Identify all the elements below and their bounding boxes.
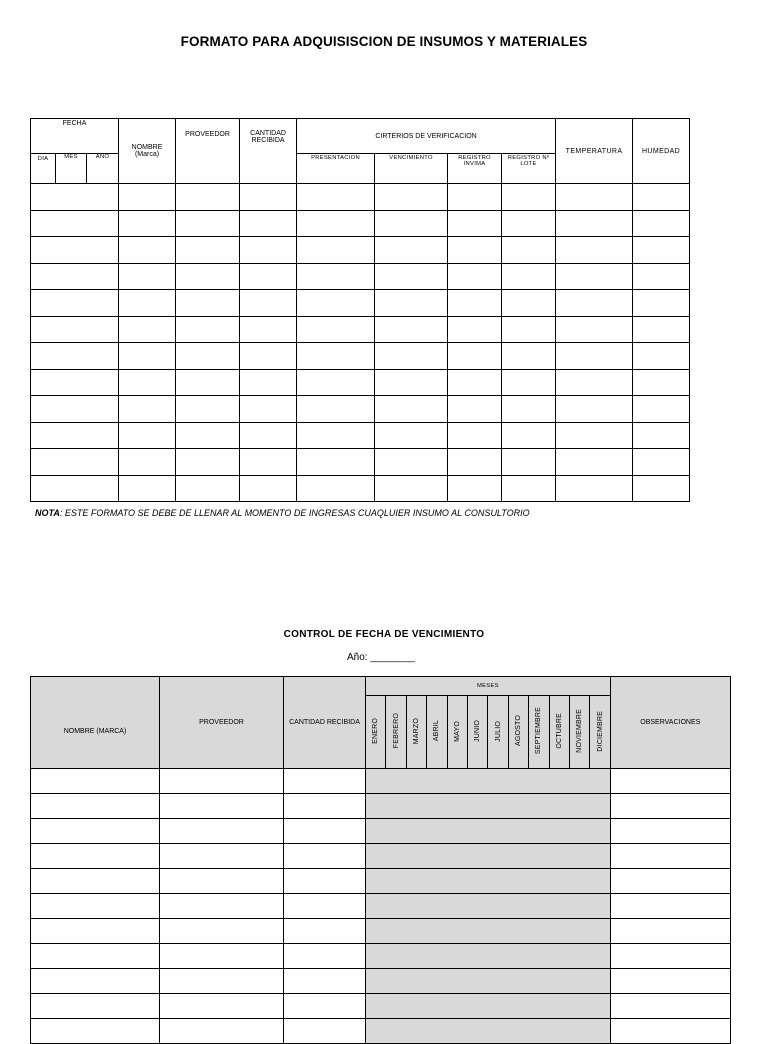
nota-text: : ESTE FORMATO SE DEBE DE LLENAR AL MOMENTO DE INGRESAS CUAQLUIER INSUMO AL CONSULTORIO	[59, 508, 530, 518]
table-row	[31, 969, 731, 994]
table-cell[interactable]	[176, 263, 240, 290]
table-cell[interactable]	[633, 184, 690, 211]
table-cell[interactable]	[297, 237, 375, 264]
table-cell[interactable]	[375, 396, 448, 423]
col-cantidad: CANTIDAD RECIBIDA	[240, 119, 297, 184]
table-cell[interactable]	[160, 844, 284, 869]
table-cell[interactable]	[31, 263, 119, 290]
col-nombre-marca: NOMBRE (MARCA)	[31, 677, 160, 769]
col-registro-invima: REGISTRO INVIMA	[448, 154, 502, 184]
table-cell[interactable]	[240, 263, 297, 290]
table-cell[interactable]	[556, 396, 633, 423]
table-row	[31, 819, 731, 844]
table-cell[interactable]	[610, 819, 730, 844]
table-row	[31, 316, 690, 343]
table-cell[interactable]	[31, 769, 160, 794]
table-cell[interactable]	[31, 944, 160, 969]
table-cell[interactable]	[502, 237, 556, 264]
table-cell[interactable]	[176, 237, 240, 264]
table-cell[interactable]	[119, 237, 176, 264]
table-cell[interactable]	[448, 475, 502, 502]
table-cell[interactable]	[31, 290, 119, 317]
month-label: JUNIO	[474, 720, 482, 742]
month-label: MAYO	[453, 720, 461, 742]
table-cell[interactable]	[31, 969, 160, 994]
table-cell[interactable]	[556, 316, 633, 343]
table-row	[31, 369, 690, 396]
col-humedad: HUMEDAD	[633, 119, 690, 184]
table-cell[interactable]	[240, 369, 297, 396]
table-cell[interactable]	[284, 769, 366, 794]
table-cell[interactable]	[633, 343, 690, 370]
table-cell[interactable]	[366, 944, 611, 969]
table-row	[31, 210, 690, 237]
table-cell[interactable]	[375, 237, 448, 264]
table-cell[interactable]	[31, 1019, 160, 1044]
table-cell[interactable]	[610, 894, 730, 919]
table-cell[interactable]	[366, 969, 611, 994]
table-cell[interactable]	[366, 1019, 611, 1044]
table-cell[interactable]	[240, 316, 297, 343]
table-cell[interactable]	[610, 869, 730, 894]
table-row	[31, 869, 731, 894]
table-cell[interactable]	[119, 396, 176, 423]
table-cell[interactable]	[160, 919, 284, 944]
table-cell[interactable]	[297, 210, 375, 237]
table-cell[interactable]	[284, 869, 366, 894]
table-cell[interactable]	[297, 422, 375, 449]
table-row	[31, 396, 690, 423]
table-cell[interactable]	[297, 343, 375, 370]
acquisition-table	[30, 118, 690, 502]
col-presentacion: PRESENTACION	[297, 154, 375, 184]
table-cell[interactable]	[176, 449, 240, 476]
table-cell[interactable]	[176, 369, 240, 396]
table-cell[interactable]	[610, 944, 730, 969]
table-cell[interactable]	[119, 210, 176, 237]
table-row	[31, 422, 690, 449]
table-cell[interactable]	[284, 969, 366, 994]
table-row	[31, 184, 690, 211]
table-cell[interactable]	[119, 316, 176, 343]
table-cell[interactable]	[31, 237, 119, 264]
table-cell[interactable]	[31, 819, 160, 844]
table-cell[interactable]	[633, 290, 690, 317]
month-header	[529, 696, 549, 769]
table-cell[interactable]	[448, 369, 502, 396]
table-cell[interactable]	[502, 210, 556, 237]
table-cell[interactable]	[176, 184, 240, 211]
expiry-control-table	[30, 676, 731, 1044]
table-cell[interactable]	[610, 844, 730, 869]
table-cell[interactable]	[556, 210, 633, 237]
table-cell[interactable]	[448, 184, 502, 211]
table-cell[interactable]	[31, 475, 119, 502]
table-cell[interactable]	[284, 894, 366, 919]
table-cell[interactable]	[556, 449, 633, 476]
table-cell[interactable]	[176, 396, 240, 423]
table-cell[interactable]	[240, 184, 297, 211]
nota-label: NOTA	[35, 508, 60, 518]
table-cell[interactable]	[448, 237, 502, 264]
table-cell[interactable]	[633, 263, 690, 290]
table-cell[interactable]	[366, 894, 611, 919]
table-row	[31, 290, 690, 317]
table-cell[interactable]	[502, 396, 556, 423]
table-cell[interactable]	[160, 819, 284, 844]
table-cell[interactable]	[502, 475, 556, 502]
table-cell[interactable]	[375, 290, 448, 317]
table-cell[interactable]	[502, 316, 556, 343]
table-cell[interactable]	[284, 794, 366, 819]
table-row	[31, 475, 690, 502]
table-cell[interactable]	[556, 343, 633, 370]
table-cell[interactable]	[502, 449, 556, 476]
table-cell[interactable]	[502, 369, 556, 396]
table-cell[interactable]	[375, 184, 448, 211]
table-cell[interactable]	[502, 343, 556, 370]
col-registro-lote: REGISTRO Nº LOTE	[502, 154, 556, 184]
table-cell[interactable]	[31, 919, 160, 944]
table-cell[interactable]	[31, 844, 160, 869]
table-row	[31, 769, 731, 794]
table-cell[interactable]	[448, 210, 502, 237]
table-cell[interactable]	[284, 919, 366, 944]
month-header	[569, 696, 589, 769]
table-cell[interactable]	[610, 919, 730, 944]
table-cell[interactable]	[448, 449, 502, 476]
table-cell[interactable]	[448, 343, 502, 370]
table-cell[interactable]	[633, 475, 690, 502]
table-cell[interactable]	[502, 290, 556, 317]
month-header	[508, 696, 528, 769]
table-cell[interactable]	[176, 316, 240, 343]
table-cell[interactable]	[448, 422, 502, 449]
table-cell[interactable]	[284, 819, 366, 844]
table-cell[interactable]	[284, 844, 366, 869]
table-cell[interactable]	[297, 475, 375, 502]
table-cell[interactable]	[297, 369, 375, 396]
month-label: DICIEMBRE	[596, 710, 604, 752]
col-anio: AÑO	[87, 154, 119, 184]
col-nombre: NOMBRE (Marca)	[119, 119, 176, 184]
table-cell[interactable]	[375, 449, 448, 476]
table-cell[interactable]	[633, 237, 690, 264]
table-cell[interactable]	[375, 316, 448, 343]
table-cell[interactable]	[297, 316, 375, 343]
table-cell[interactable]	[366, 869, 611, 894]
month-header	[406, 696, 426, 769]
table-row	[31, 449, 690, 476]
table-cell[interactable]	[366, 819, 611, 844]
page-title: FORMATO PARA ADQUISISCION DE INSUMOS Y MATERIALES	[180, 34, 588, 49]
table-cell[interactable]	[297, 396, 375, 423]
table-cell[interactable]	[448, 316, 502, 343]
table-cell[interactable]	[240, 290, 297, 317]
table-cell[interactable]	[633, 369, 690, 396]
table-cell[interactable]	[297, 184, 375, 211]
table-cell[interactable]	[633, 396, 690, 423]
table-cell[interactable]	[610, 969, 730, 994]
table-cell[interactable]	[160, 944, 284, 969]
col-proveedor: PROVEEDOR	[176, 119, 240, 184]
table-cell[interactable]	[448, 290, 502, 317]
table-cell[interactable]	[240, 210, 297, 237]
table-cell[interactable]	[119, 475, 176, 502]
table-cell[interactable]	[160, 794, 284, 819]
table-cell[interactable]	[375, 369, 448, 396]
table-cell[interactable]	[119, 290, 176, 317]
table-cell[interactable]	[160, 1019, 284, 1044]
table-cell[interactable]	[160, 769, 284, 794]
table-cell[interactable]	[31, 343, 119, 370]
table-cell[interactable]	[633, 449, 690, 476]
table-row	[31, 794, 731, 819]
month-header	[488, 696, 508, 769]
table-cell[interactable]	[31, 369, 119, 396]
table-cell[interactable]	[448, 263, 502, 290]
month-label: AGOSTO	[514, 715, 522, 747]
table-cell[interactable]	[31, 396, 119, 423]
year-field: Año: ________	[347, 652, 415, 663]
table-cell[interactable]	[31, 994, 160, 1019]
table-cell[interactable]	[366, 919, 611, 944]
col-temperatura: TEMPERATURA	[556, 119, 633, 184]
table-cell[interactable]	[610, 1019, 730, 1044]
col-proveedor2: PROVEEDOR	[160, 677, 284, 769]
table-cell[interactable]	[31, 316, 119, 343]
table-cell[interactable]	[375, 210, 448, 237]
table-cell[interactable]	[240, 422, 297, 449]
table-cell[interactable]	[31, 210, 119, 237]
table-cell[interactable]	[556, 475, 633, 502]
table-cell[interactable]	[176, 422, 240, 449]
month-label: NOVIEMBRE	[576, 709, 584, 753]
month-label: OCTUBRE	[555, 713, 563, 749]
table-cell[interactable]	[119, 184, 176, 211]
table-cell[interactable]	[297, 449, 375, 476]
table-cell[interactable]	[240, 396, 297, 423]
table-cell[interactable]	[284, 944, 366, 969]
col-criterios: CIRTERIOS DE VERIFICACION	[297, 119, 556, 154]
table-cell[interactable]	[160, 894, 284, 919]
table-cell[interactable]	[502, 184, 556, 211]
table-cell[interactable]	[176, 210, 240, 237]
table-row	[31, 263, 690, 290]
month-header	[427, 696, 447, 769]
table-cell[interactable]	[502, 422, 556, 449]
table-cell[interactable]	[284, 1019, 366, 1044]
table-cell[interactable]	[610, 994, 730, 1019]
table-row	[31, 994, 731, 1019]
col-meses: MESES	[366, 677, 611, 696]
table-cell[interactable]	[556, 263, 633, 290]
table-cell[interactable]	[160, 969, 284, 994]
table-cell[interactable]	[31, 422, 119, 449]
month-header	[447, 696, 467, 769]
table-cell[interactable]	[556, 237, 633, 264]
table-cell[interactable]	[633, 316, 690, 343]
table-cell[interactable]	[297, 290, 375, 317]
month-label: JULIO	[494, 720, 502, 742]
table-row	[31, 844, 731, 869]
table-cell[interactable]	[119, 449, 176, 476]
table-cell[interactable]	[119, 263, 176, 290]
table-cell[interactable]	[366, 794, 611, 819]
col-mes: MES	[56, 154, 87, 184]
month-label: FEBRERO	[392, 713, 400, 749]
nota	[35, 508, 530, 518]
table-cell[interactable]	[119, 422, 176, 449]
table-cell[interactable]	[556, 369, 633, 396]
month-header	[549, 696, 569, 769]
table-cell[interactable]	[366, 994, 611, 1019]
table-cell[interactable]	[502, 263, 556, 290]
table-cell[interactable]	[375, 343, 448, 370]
table-row	[31, 944, 731, 969]
table-cell[interactable]	[31, 449, 119, 476]
table-cell[interactable]	[556, 290, 633, 317]
table-cell[interactable]	[448, 396, 502, 423]
table-cell[interactable]	[297, 263, 375, 290]
month-label: SEPTIEMBRE	[535, 707, 543, 755]
table-cell[interactable]	[375, 475, 448, 502]
col-fecha: FECHA	[31, 119, 119, 154]
table-row	[31, 237, 690, 264]
table-cell[interactable]	[556, 184, 633, 211]
month-header	[590, 696, 611, 769]
table-cell[interactable]	[240, 237, 297, 264]
table-cell[interactable]	[633, 422, 690, 449]
month-label: ABRIL	[433, 720, 441, 742]
table-row	[31, 919, 731, 944]
col-dia: DIA	[31, 154, 56, 184]
table-cell[interactable]	[375, 263, 448, 290]
table-cell[interactable]	[31, 869, 160, 894]
month-header	[366, 696, 386, 769]
month-header	[386, 696, 406, 769]
table-cell[interactable]	[366, 769, 611, 794]
table-cell[interactable]	[176, 290, 240, 317]
control-title: CONTROL DE FECHA DE VENCIMIENTO	[283, 629, 485, 640]
table-cell[interactable]	[240, 343, 297, 370]
table-row	[31, 894, 731, 919]
col-observaciones: OBSERVACIONES	[610, 677, 730, 769]
table-cell[interactable]	[119, 343, 176, 370]
table-cell[interactable]	[176, 343, 240, 370]
table-cell[interactable]	[284, 994, 366, 1019]
table-cell[interactable]	[375, 422, 448, 449]
table-cell[interactable]	[240, 475, 297, 502]
col-vencimiento: VENCIMIENTO	[375, 154, 448, 184]
table-cell[interactable]	[31, 184, 119, 211]
col-cantidad2: CANTIDAD RECIBIDA	[284, 677, 366, 769]
table-cell[interactable]	[366, 844, 611, 869]
table-cell[interactable]	[610, 769, 730, 794]
table-cell[interactable]	[633, 210, 690, 237]
table-cell[interactable]	[160, 869, 284, 894]
month-label: MARZO	[412, 717, 420, 745]
table-cell[interactable]	[240, 449, 297, 476]
month-header	[467, 696, 487, 769]
month-label: ENERO	[372, 718, 380, 744]
table-cell[interactable]	[160, 994, 284, 1019]
table-cell[interactable]	[31, 894, 160, 919]
table-row	[31, 1019, 731, 1044]
table-cell[interactable]	[31, 794, 160, 819]
table-cell[interactable]	[176, 475, 240, 502]
table-cell[interactable]	[556, 422, 633, 449]
table-cell[interactable]	[610, 794, 730, 819]
table-cell[interactable]	[119, 369, 176, 396]
table-row	[31, 343, 690, 370]
